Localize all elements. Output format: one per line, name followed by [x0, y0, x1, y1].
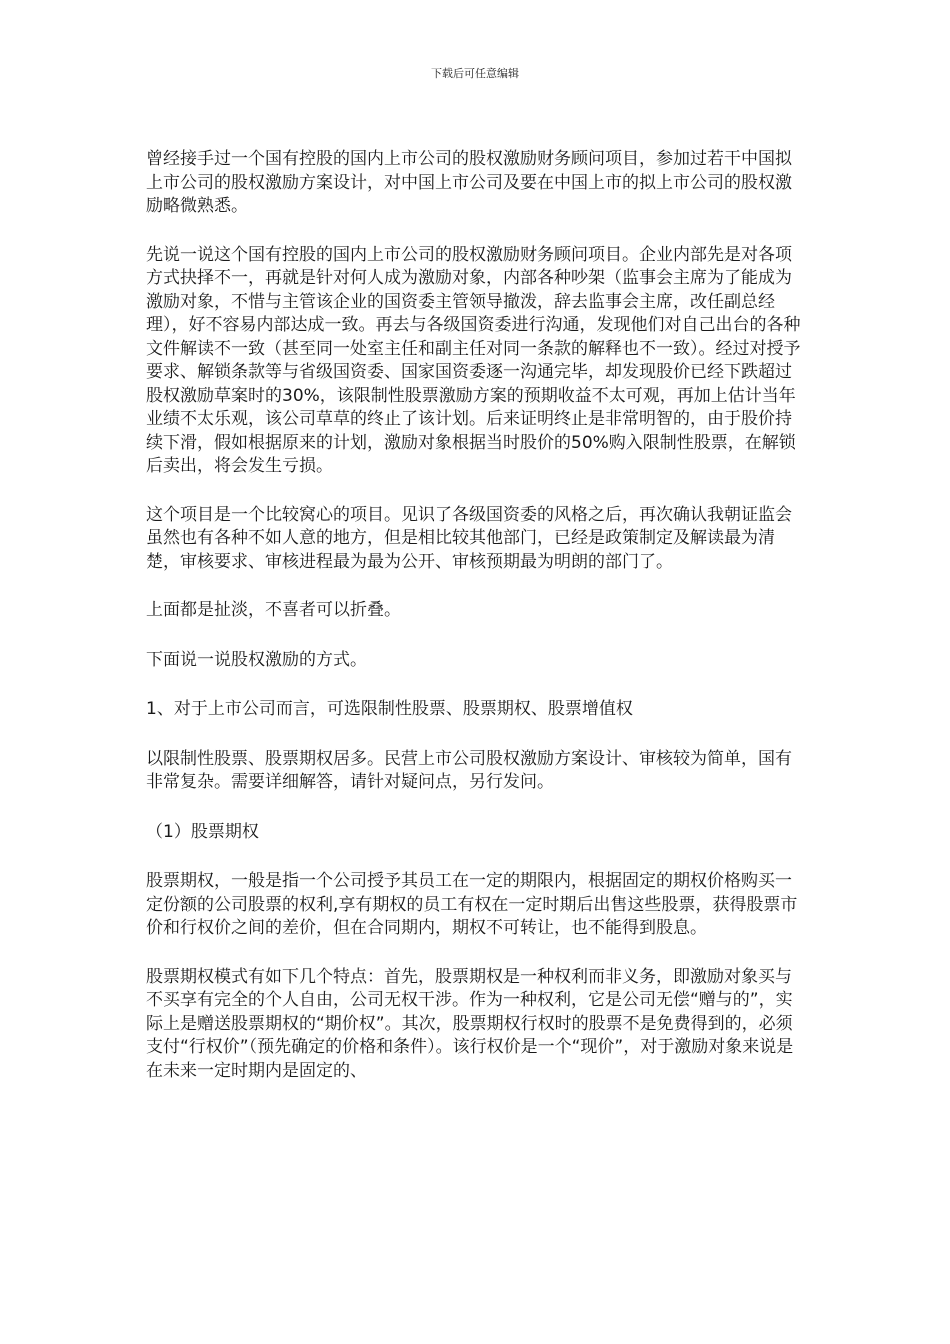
- paragraph-stock-options-definition: 股票期权，一般是指一个公司授予其员工在一定的期限内，根据固定的期权价格购买一定份额的公司股票的权利,享有期权的员工有权在一定时期后出售这些股票，获得股票市价和行权价之间的差价，但在合同期内，期权不可转让，也不能得到股息。: [146, 871, 798, 938]
- paragraph-options-detail: 以限制性股票、股票期权居多。民营上市公司股权激励方案设计、审核较为简单，国有非常复杂。需要详细解答，请针对疑问点，另行发问。: [146, 748, 792, 792]
- page-header: 下载后可任意编辑: [431, 67, 519, 80]
- paragraph-list-item-1: 1、对于上市公司而言，可选限制性股票、股票期权、股票增值权: [146, 699, 633, 719]
- paragraph-project-story: 先说一说这个国有控股的国内上市公司的股权激励财务顾问项目。企业内部先是对各项方式抉择不一，再就是针对何人成为激励对象，内部各种吵架（监事会主席为了能成为激励对象，不惜与主管该企业的国资委主管领导撤泼，辞去监事会主席，改任副总经理），好不容易内部达成一致。再去与各级国资委进行沟通，发现他们对自己出台的各种文件解读不一致（甚至同一处室主任和副主任对同一条款的解释也不一致）。经过对授予要求、解锁条款等与省级国资委、国家国资委逐一沟通完毕，却发现股价已经下跌超过股权激励草案时的30%，该限制性股票激励方案的预期收益不太可观，再加上估计当年业绩不太乐观，该公司草草的终止了该计划。后来证明终止是非常明智的，由于股价持续下滑，假如根据原来的计划，激励对象根据当时股价的50%购入限制性股票，在解锁后卖出，将会发生亏损。: [146, 244, 801, 476]
- subheading-stock-options: （1）股票期权: [146, 821, 259, 842]
- paragraph-aside: 上面都是扯淡，不喜者可以折叠。: [146, 600, 401, 620]
- document-body: [146, 148, 808, 1083]
- paragraph-reflection: 这个项目是一个比较窝心的项目。见识了各级国资委的风格之后，再次确认我朝证监会虽然也有各种不如人意的地方，但是相比较其他部门，已经是政策制定及解读最为清楚，审核要求、审核进程最为最为公开、审核预期最为明朗的部门了。: [146, 504, 792, 572]
- paragraph-intro: 曾经接手过一个国有控股的国内上市公司的股权激励财务顾问项目，参加过若干中国拟上市公司的股权激励方案设计，对中国上市公司及要在中国上市的拟上市公司的股权激励略微熟悉。: [146, 149, 792, 216]
- paragraph-section-intro: 下面说一说股权激励的方式。: [146, 649, 367, 670]
- paragraph-stock-options-features: 股票期权模式有如下几个特点：首先，股票期权是一种权利而非义务，即激励对象买与不买享有完全的个人自由，公司无权干涉。作为一种权利，它是公司无偿“赠与的”，实际上是赠送股票期权的“期价权”。其次，股票期权行权时的股票不是免费得到的，必须支付“行权价”（预先确定的价格和条件）。该行权价是一个“现价”，对于激励对象来说是在未来一定时期内是固定的、: [146, 966, 794, 1081]
